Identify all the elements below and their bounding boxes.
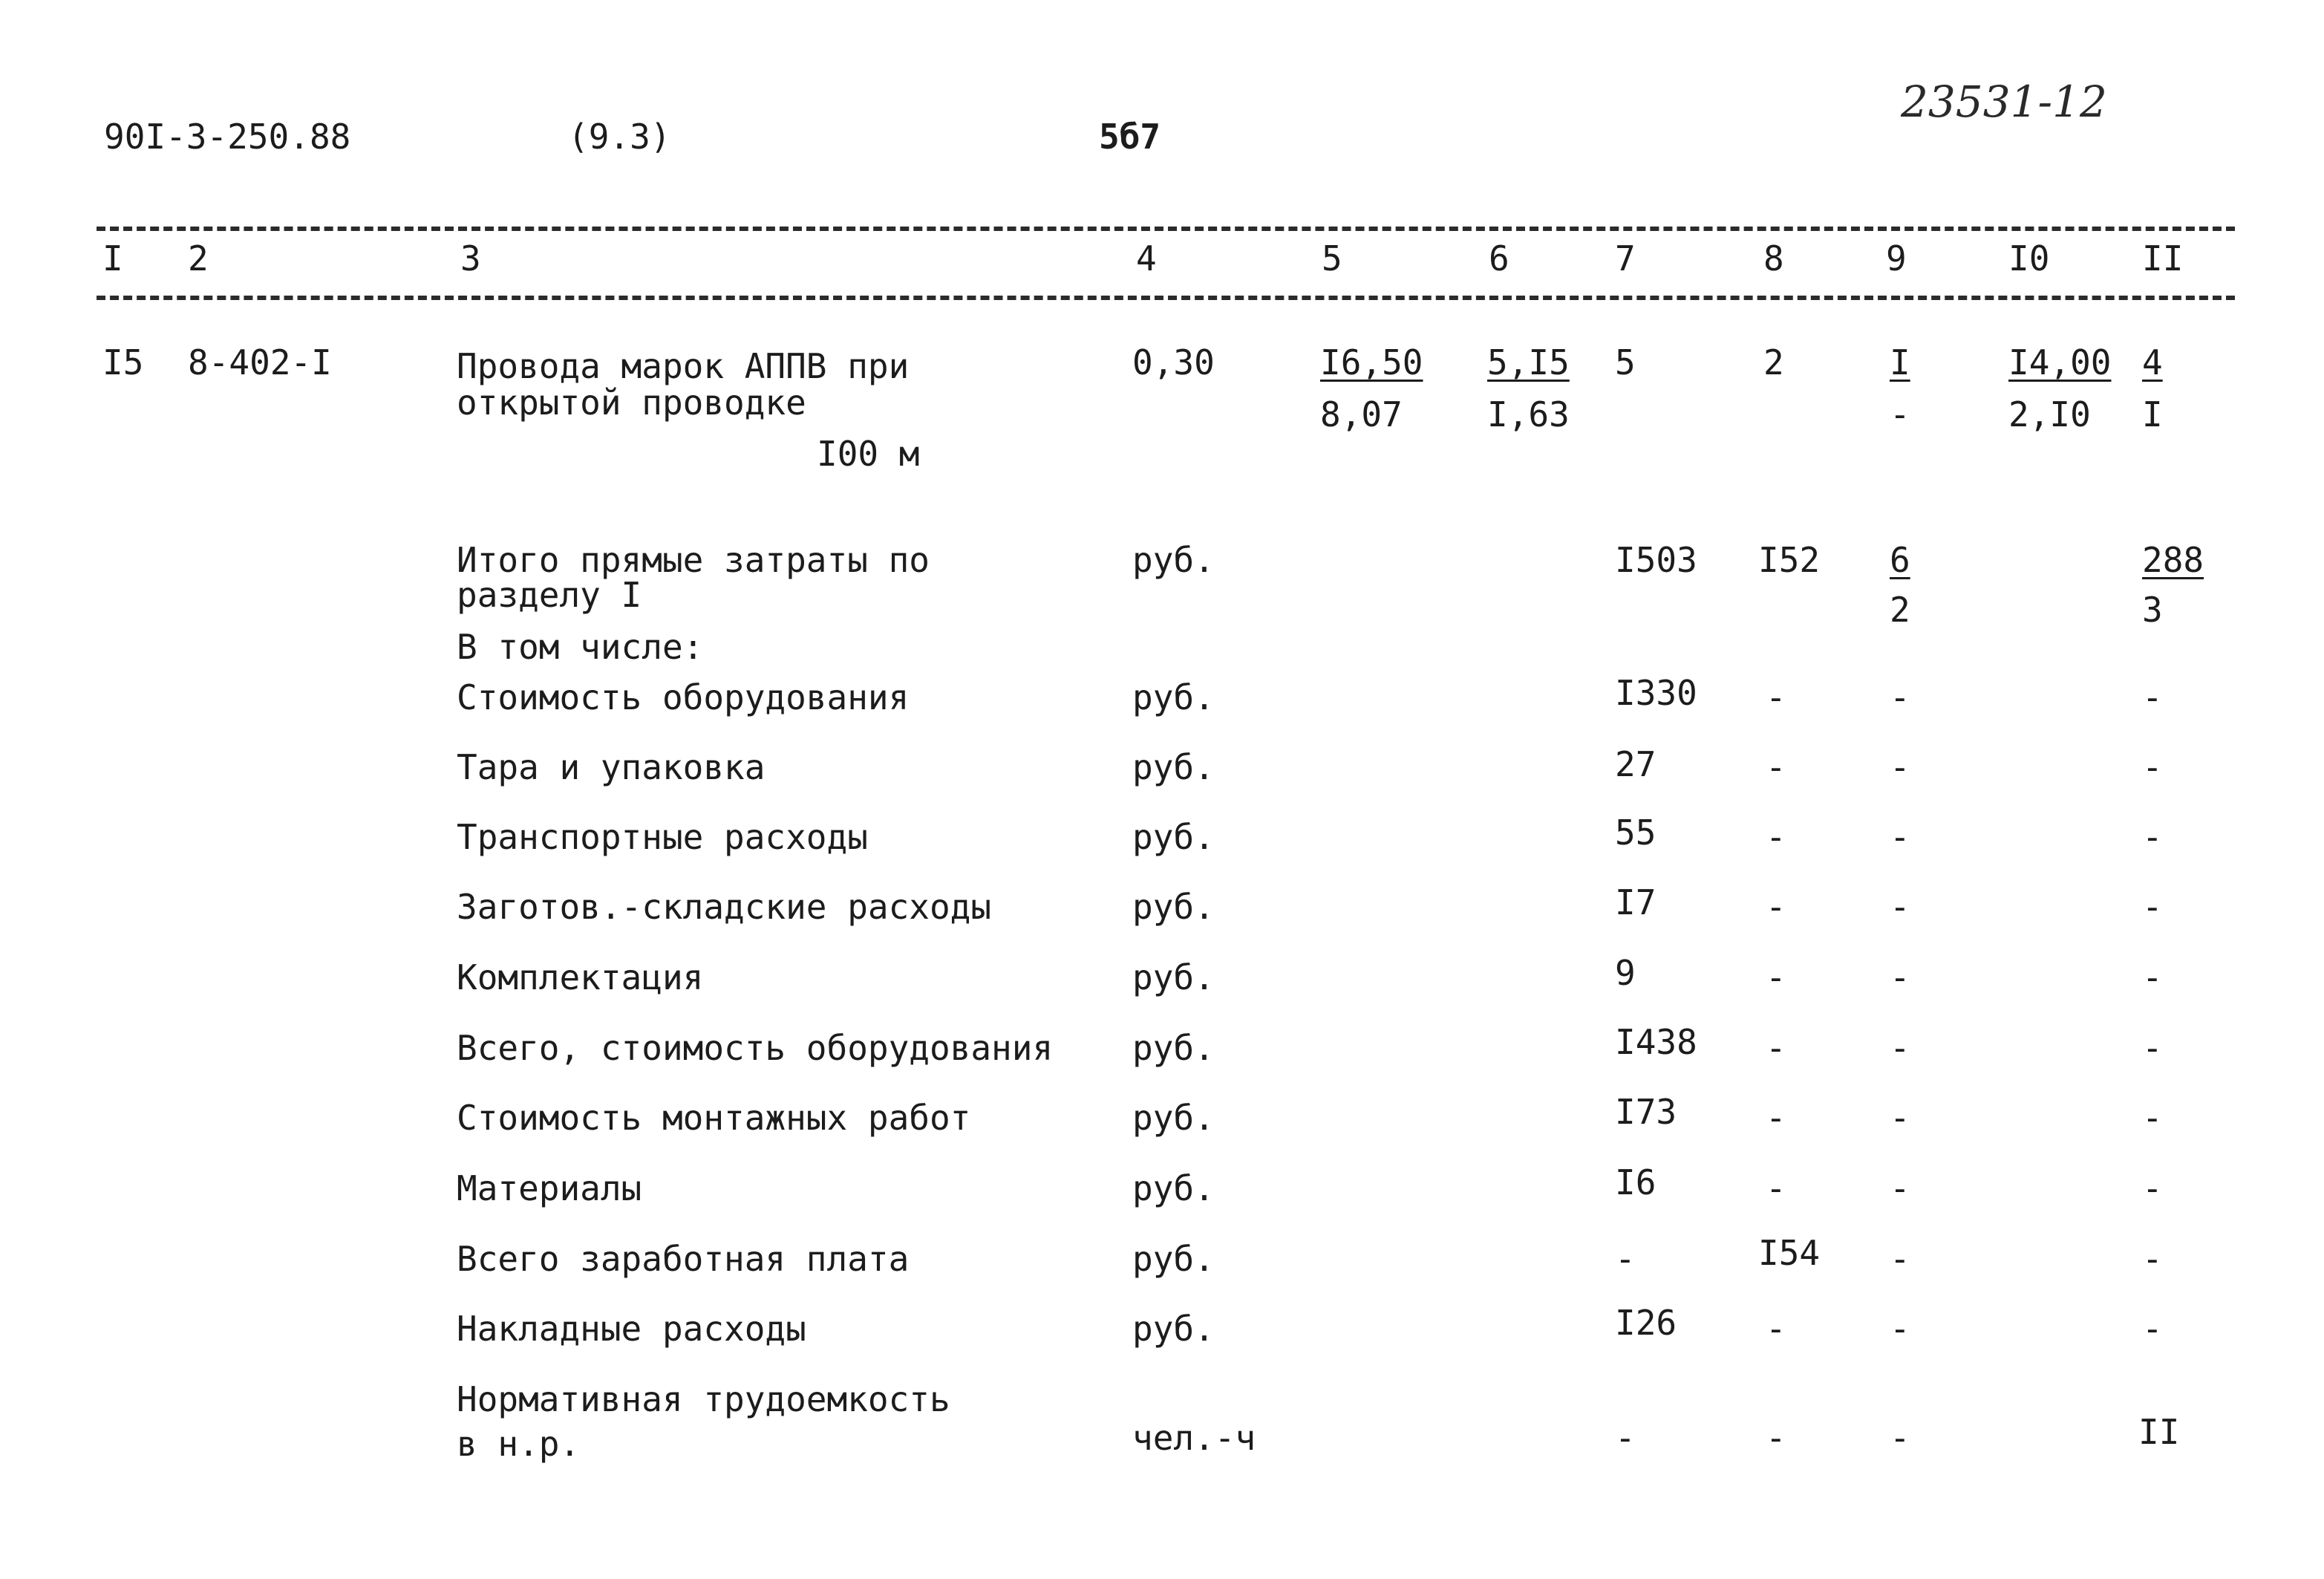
item-code: 8-402-I	[188, 342, 332, 382]
row-label: Комплектация	[457, 957, 704, 997]
item-col11-top: 4	[2142, 342, 2163, 382]
row-col7: I6	[1615, 1162, 1656, 1202]
including-label: В том числе:	[457, 627, 704, 667]
row-col8: -	[1766, 957, 1786, 997]
item-col8: 2	[1763, 342, 1784, 382]
row-col7: I73	[1615, 1092, 1677, 1132]
row-col8: -	[1766, 1168, 1786, 1208]
row-col8: -	[1766, 1098, 1786, 1138]
row-col9: -	[1890, 747, 1910, 787]
item-quantity: 0,30	[1132, 342, 1215, 382]
totals-col8: I52	[1758, 540, 1821, 580]
item-col10-bottom: 2,I0	[2008, 394, 2091, 434]
row-col8: -	[1766, 1309, 1786, 1349]
totals-label-line1: Итого прямые затраты по	[457, 540, 930, 580]
item-col6-top: 5,I5	[1487, 342, 1570, 382]
row-col11: -	[2142, 817, 2163, 857]
row-col9: -	[1890, 677, 1910, 717]
column-header: 2	[188, 238, 209, 279]
row-unit: руб.	[1132, 1309, 1215, 1349]
document-code: 90I-3-250.88	[104, 117, 351, 157]
header-top-rule	[97, 227, 2235, 231]
header-bottom-rule	[97, 296, 2235, 300]
row-label: Накладные расходы	[457, 1309, 806, 1349]
totals-col11-bottom: 3	[2142, 590, 2163, 630]
row-unit: руб.	[1132, 1168, 1215, 1208]
column-header: 6	[1489, 238, 1509, 279]
row-col8: -	[1766, 747, 1786, 787]
item-col6-bottom: I,63	[1487, 394, 1570, 434]
row-col11: -	[2142, 1098, 2163, 1138]
labor-col9: -	[1890, 1418, 1910, 1458]
totals-label-line2: разделу I	[457, 575, 642, 615]
totals-col11-top: 288	[2142, 540, 2204, 580]
labor-label-line1: Нормативная трудоемкость	[457, 1379, 950, 1419]
column-header: 9	[1886, 238, 1907, 279]
row-col9: -	[1890, 887, 1910, 927]
row-unit: руб.	[1132, 1098, 1215, 1138]
section-number: (9.3)	[568, 117, 671, 157]
item-col7: 5	[1615, 342, 1636, 382]
row-label: Тара и упаковка	[457, 747, 766, 787]
row-col7: I7	[1615, 882, 1656, 922]
column-header: 3	[460, 238, 481, 279]
row-col7: I26	[1615, 1303, 1677, 1343]
row-col11: -	[2142, 1168, 2163, 1208]
labor-label-line2: в н.р.	[457, 1424, 581, 1464]
row-col8: -	[1766, 1028, 1786, 1068]
row-col7: -	[1615, 1239, 1636, 1279]
item-number: I5	[102, 342, 144, 382]
page-number: 5б7	[1099, 117, 1161, 157]
item-name-line2: открытой проводке	[457, 382, 806, 423]
row-col7: I438	[1615, 1022, 1697, 1062]
row-label: Заготов.-складские расходы	[457, 887, 992, 927]
item-col5-top: I6,50	[1320, 342, 1423, 382]
row-unit: руб.	[1132, 887, 1215, 927]
row-col8: -	[1766, 817, 1786, 857]
row-col9: -	[1890, 817, 1910, 857]
row-unit: руб.	[1132, 747, 1215, 787]
row-col9: -	[1890, 1098, 1910, 1138]
labor-col7: -	[1615, 1418, 1636, 1458]
row-unit: руб.	[1132, 817, 1215, 857]
row-col11: -	[2142, 887, 2163, 927]
row-col11: -	[2142, 1309, 2163, 1349]
row-label: Материалы	[457, 1168, 642, 1208]
row-unit: руб.	[1132, 1028, 1215, 1068]
item-col11-bottom: I	[2142, 394, 2163, 434]
totals-col9-bottom: 2	[1890, 590, 1910, 630]
row-col7: 55	[1615, 813, 1656, 853]
item-unit-measure: I00 м	[817, 434, 920, 474]
totals-col9-top: 6	[1890, 540, 1910, 580]
row-unit: руб.	[1132, 677, 1215, 717]
row-col9: -	[1890, 1309, 1910, 1349]
row-col11: -	[2142, 1028, 2163, 1068]
row-col7: 27	[1615, 744, 1656, 784]
column-header: 5	[1322, 238, 1342, 279]
row-col11: -	[2142, 677, 2163, 717]
labor-col8: -	[1766, 1418, 1786, 1458]
row-col9: -	[1890, 1168, 1910, 1208]
item-col5-bottom: 8,07	[1320, 394, 1403, 434]
row-label: Стоимость монтажных работ	[457, 1098, 971, 1138]
column-header: I	[102, 238, 123, 279]
row-col8: -	[1766, 677, 1786, 717]
row-col9: -	[1890, 1028, 1910, 1068]
row-col9: -	[1890, 957, 1910, 997]
labor-unit: чел.-ч	[1132, 1418, 1256, 1458]
item-col9-top: I	[1890, 342, 1910, 382]
column-header: II	[2142, 238, 2184, 279]
row-unit: руб.	[1132, 957, 1215, 997]
item-col10-top: I4,00	[2008, 342, 2112, 382]
row-col8: I54	[1758, 1233, 1821, 1273]
item-name-line1: Провода марок АППВ при	[457, 346, 910, 386]
row-col11: -	[2142, 747, 2163, 787]
column-header: 7	[1615, 238, 1636, 279]
totals-unit: руб.	[1132, 540, 1215, 580]
row-unit: руб.	[1132, 1239, 1215, 1279]
row-col11: -	[2142, 1239, 2163, 1279]
item-col9-bottom: -	[1890, 394, 1910, 434]
row-col7: 9	[1615, 953, 1636, 993]
handwritten-reference: 23531-12	[1901, 76, 2107, 127]
row-label: Транспортные расходы	[457, 817, 868, 857]
totals-col7: I503	[1615, 540, 1697, 580]
row-col7: I330	[1615, 673, 1697, 713]
column-header: I0	[2008, 238, 2050, 279]
row-col8: -	[1766, 887, 1786, 927]
row-label: Стоимость оборудования	[457, 677, 910, 717]
column-header: 8	[1763, 238, 1784, 279]
labor-col11: II	[2138, 1412, 2180, 1452]
row-label: Всего заработная плата	[457, 1239, 910, 1279]
row-col11: -	[2142, 957, 2163, 997]
row-label: Всего, стоимость оборудования	[457, 1028, 1054, 1068]
column-header: 4	[1136, 238, 1157, 279]
row-col9: -	[1890, 1239, 1910, 1279]
